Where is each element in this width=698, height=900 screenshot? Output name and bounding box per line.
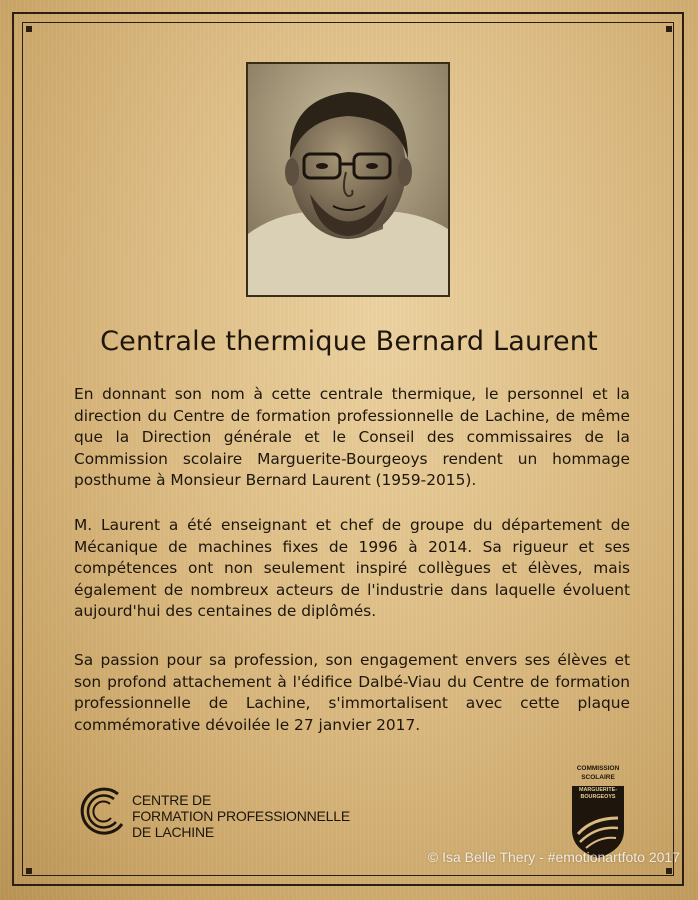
photo-watermark: © Isa Belle Thery - #emotionartfoto 2017 — [427, 849, 680, 865]
tribute-paragraph-2: M. Laurent a été enseignant et chef de groupe du département de Mécanique de machines fixes de 1996 à 2014. Sa rigueur et ses compétences ont non seulement inspiré collègues et élèves, mais également de nombreux acteurs de l'industrie dans laquelle évoluent aujourd'hui des centaines de diplômés. — [74, 516, 630, 620]
tribute-paragraph-3: Sa passion pour sa profession, son engagement envers ses élèves et son profond attachement à l'édifice Dalbé-Viau du Centre de formation professionnelle de Lachine, s'immortalisent avec cette plaque commémorative dévoilée le 27 janvier 2017. — [74, 651, 630, 734]
cfp-lachine-logo — [78, 784, 368, 844]
csmb-shield-line2: BOURGEOYS — [580, 794, 616, 800]
cfp-logo-line3: DE LACHINE — [132, 824, 215, 840]
cfp-logo-line1: CENTRE DE — [132, 792, 212, 808]
plaque-title: Centrale thermique Bernard Laurent — [100, 326, 598, 357]
csmb-shield-label — [572, 787, 624, 801]
corner-ornament — [26, 26, 32, 32]
csmb-logo — [566, 762, 630, 862]
cfp-logo-text — [132, 792, 350, 840]
corner-ornament — [26, 868, 32, 874]
cfp-logo-line2: FORMATION PROFESSIONNELLE — [132, 808, 350, 824]
csmb-logo-line2: SCOLAIRE — [581, 774, 615, 781]
csmb-logo-line1: COMMISSION — [576, 765, 620, 772]
csmb-shield-line1: MARGUERITE- — [578, 787, 618, 793]
tribute-paragraph-1: En donnant son nom à cette centrale thermique, le personnel et la direction du Centre de formation professionnelle de Lachine, de même que la Direction générale et le Conseil des commissaires de la Commission scolaire Marguerite-Bourgeoys rendent un hommage posthume à Monsieur Bernard Laurent (1959-2015). — [74, 385, 630, 489]
corner-ornament — [666, 26, 672, 32]
portrait-photo — [246, 62, 450, 297]
corner-ornament — [666, 868, 672, 874]
cfp-ring-icon — [78, 784, 134, 840]
